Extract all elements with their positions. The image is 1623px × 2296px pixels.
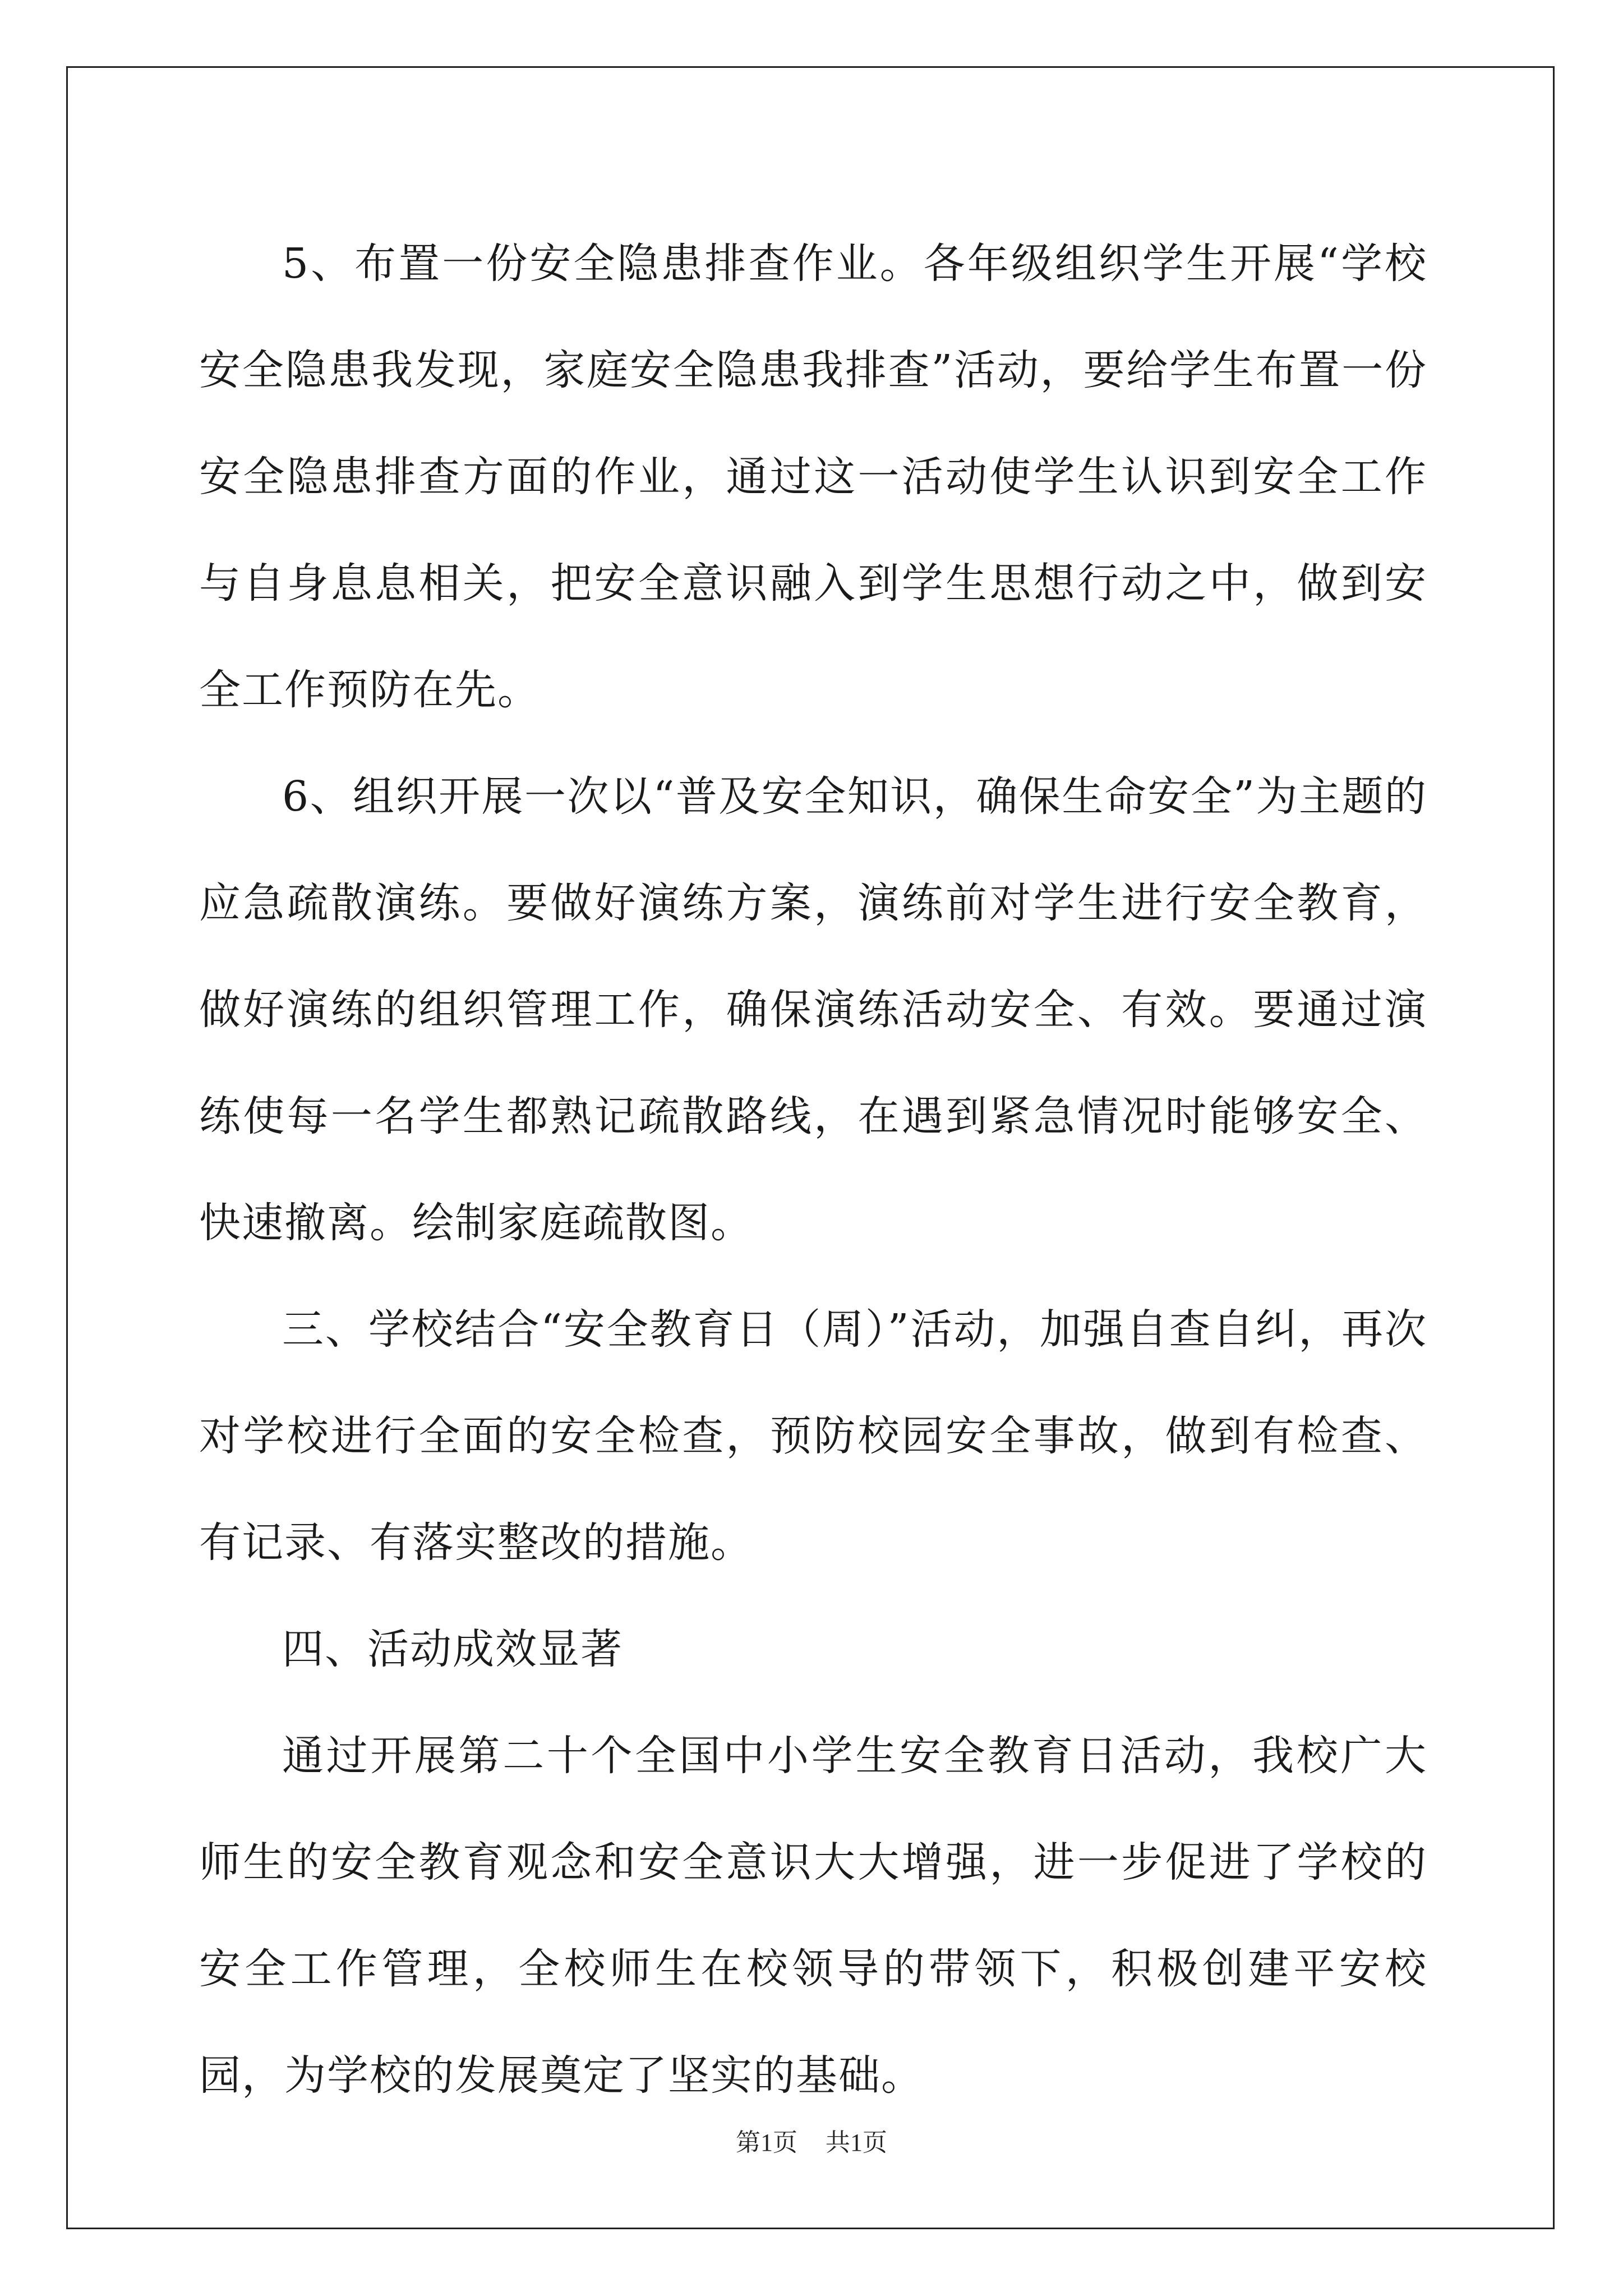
- page-number: 第1页: [736, 2129, 797, 2156]
- document-body: [199, 210, 1427, 2129]
- page-total: 共1页: [826, 2129, 887, 2156]
- paragraph-section-3: 三、学校结合“安全教育日（周）”活动，加强自查自纠，再次对学校进行全面的安全检查，预防校园安全事故，做到有检查、有记录、有落实整改的措施。: [199, 1305, 1427, 1567]
- paragraph-conclusion: 通过开展第二十个全国中小学生安全教育日活动，我校广大师生的安全教育观念和安全意识大大增强，进一步促进了学校的安全工作管理，全校师生在校领导的带领下，积极创建平安校园，为学校的发展奠定了坚实的基础。: [199, 1732, 1427, 2100]
- section-heading-4: 四、活动成效显著: [282, 1625, 623, 1673]
- paragraph-item-6: 6、组织开展一次以“普及安全知识，确保生命安全”为主题的应急疏散演练。要做好演练方案，演练前对学生进行安全教育，做好演练的组织管理工作，确保演练活动安全、有效。要通过演练使每一名学生都熟记疏散路线，在遇到紧急情况时能够安全、快速撤离。绘制家庭疏散图。: [199, 772, 1427, 1247]
- paragraph-item-5: 5、布置一份安全隐患排查作业。各年级组织学生开展“学校安全隐患我发现，家庭安全隐患我排查”活动，要给学生布置一份安全隐患排查方面的作业，通过这一活动使学生认识到安全工作与自身息息相关，把安全意识融入到学生思想行动之中，做到安全工作预防在先。: [199, 240, 1427, 714]
- page-footer: [0, 2126, 1623, 2160]
